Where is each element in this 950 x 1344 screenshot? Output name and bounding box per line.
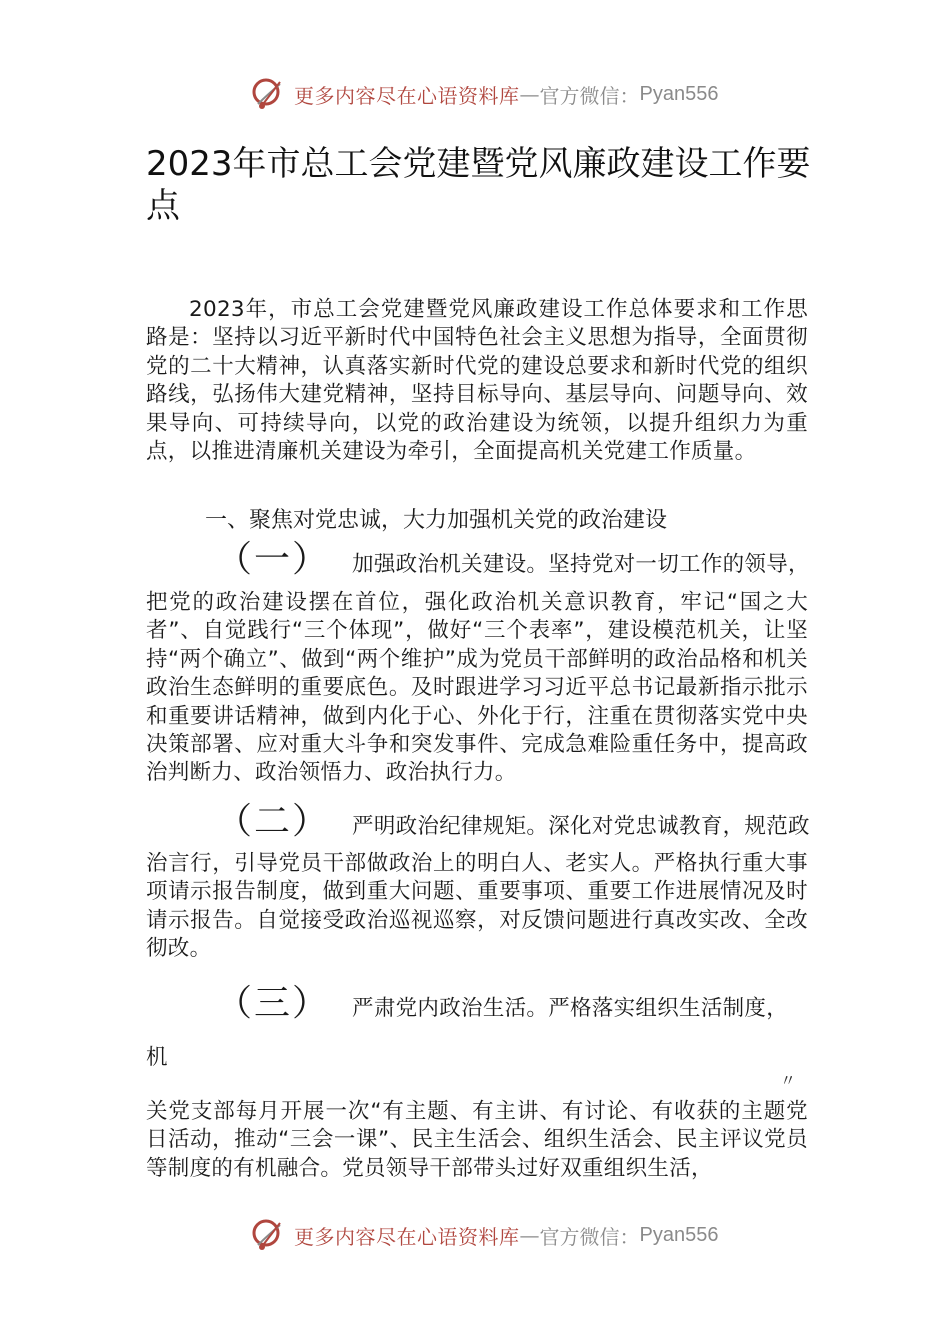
watermark-main-text: 更多内容尽在心语资料库: [294, 83, 520, 108]
intro-paragraph: 2023年，市总工会党建暨党风廉政建设工作总体要求和工作思路是：坚持以习近平新时代中国特色社会主义思想为指导，全面贯彻党的二十大精神，认真落实新时代党的建设总要求和新时代党的组织路线，弘扬伟大建党精神，坚持目标导向、基层导向、问题导向、效果导向、可持续导向，以党的政治建设为统领，以提升组织力为重点，以推进清廉机关建设为牵引，全面提高机关党建工作质量。: [146, 297, 808, 465]
watermark-top: [250, 74, 770, 114]
item-3-orphan-char: 机: [146, 1045, 168, 1070]
item-3-first-text: 严肃党内政治生活。严格落实组织生活制度，: [352, 996, 789, 1021]
item-3-first-line: [146, 983, 808, 1024]
stray-mark: 〃: [780, 1071, 797, 1090]
book-logo-icon: [250, 74, 290, 114]
item-2-label: （二）: [216, 801, 331, 842]
watermark-dash: —: [519, 82, 540, 106]
watermark-sub-text: 官方微信：: [539, 1224, 640, 1249]
watermark-main-text: 更多内容尽在心语资料库: [294, 1224, 520, 1249]
item-1-first-line: [146, 539, 810, 580]
book-logo-icon: [250, 1215, 290, 1255]
item-1-label: （一）: [216, 539, 331, 580]
item-2-first-line: [146, 801, 810, 842]
watermark-sub-text: 官方微信：: [539, 83, 640, 108]
section-heading-1: 一、聚焦对党忠诚，大力加强机关党的政治建设: [205, 508, 668, 533]
item-1-body: 把党的政治建设摆在首位，强化政治机关意识教育，牢记“国之大者”、自觉践行“三个体现”，做好“三个表率”，建设模范机关，让坚持“两个确立”、做到“两个维护”成为党员干部鲜明的政治品格和机关政治生态鲜明的重要底色。及时跟进学习习近平总书记最新指示批示和重要讲话精神，做到内化于心、外化于行，注重在贯彻落实党中央决策部署、应对重大斗争和突发事件、完成急难险重任务中，提高政治判断力、政治领悟力、政治执行力。: [146, 590, 808, 786]
item-1-first-text: 加强政治机关建设。坚持党对一切工作的领导，: [352, 552, 810, 577]
item-2-body: 治言行，引导党员干部做政治上的明白人、老实人。严格执行重大事项请示报告制度，做到重大问题、重要事项、重要工作进展情况及时请示报告。自觉接受政治巡视巡察，对反馈问题进行真改实改、全改彻改。: [146, 851, 808, 962]
watermark-dash: —: [519, 1223, 540, 1247]
watermark-bottom: [250, 1215, 770, 1255]
document-title: 2023年市总工会党建暨党风廉政建设工作要点: [146, 144, 811, 226]
watermark-id: Pyan556: [639, 82, 719, 105]
item-3-label: （三）: [216, 983, 331, 1024]
item-2-first-text: 严明政治纪律规矩。深化对党忠诚教育，规范政: [352, 814, 810, 839]
watermark-id: Pyan556: [639, 1223, 719, 1246]
item-3-body: 关党支部每月开展一次“有主题、有主讲、有讨论、有收获的主题党日活动，推动“三会一课”、民主生活会、组织生活会、民主评议党员等制度的有机融合。党员领导干部带头过好双重组织生活，: [146, 1099, 808, 1181]
